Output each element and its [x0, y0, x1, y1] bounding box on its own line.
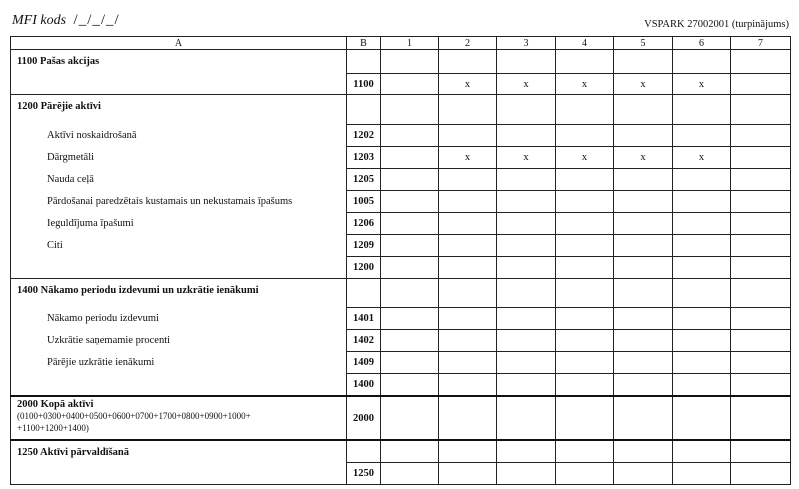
table-row — [11, 146, 791, 168]
data-cell[interactable] — [556, 463, 614, 485]
data-cell[interactable] — [731, 374, 791, 397]
data-cell[interactable] — [497, 308, 556, 330]
data-cell[interactable] — [673, 212, 731, 234]
data-cell[interactable] — [614, 124, 673, 146]
row-label: 1250 Aktīvi pārvaldīšanā — [11, 440, 347, 485]
row-code: 1205 — [347, 168, 381, 190]
row-label-empty — [11, 256, 347, 278]
table-row — [11, 95, 791, 125]
data-cell[interactable] — [381, 124, 439, 146]
code-cell — [347, 278, 381, 308]
data-cell[interactable] — [556, 278, 614, 308]
data-cell[interactable] — [497, 352, 556, 374]
data-cell[interactable] — [731, 168, 791, 190]
data-cell[interactable] — [614, 190, 673, 212]
row-label: Pārdošanai paredzētais kustamais un nekustamais īpašums — [11, 190, 347, 212]
data-cell[interactable] — [497, 124, 556, 146]
data-cell[interactable] — [673, 234, 731, 256]
data-cell[interactable] — [497, 278, 556, 308]
row-code: 1100 — [347, 74, 381, 95]
x-mark: x — [673, 146, 731, 168]
table-row — [11, 396, 791, 440]
col-header-3: 3 — [497, 37, 556, 50]
data-cell[interactable] — [381, 234, 439, 256]
table-row — [11, 124, 791, 146]
row-label: Aktīvi noskaidrošanā — [11, 124, 347, 146]
data-cell[interactable] — [439, 352, 497, 374]
col-header-a: A — [11, 37, 347, 50]
data-cell[interactable] — [381, 278, 439, 308]
data-cell[interactable] — [556, 168, 614, 190]
data-cell[interactable] — [439, 278, 497, 308]
row-code: 1400 — [347, 374, 381, 397]
data-cell[interactable] — [614, 256, 673, 278]
row-code: 1005 — [347, 190, 381, 212]
col-header-5: 5 — [614, 37, 673, 50]
data-cell[interactable] — [556, 374, 614, 397]
table-row — [11, 234, 791, 256]
data-cell[interactable] — [673, 330, 731, 352]
table-row — [11, 440, 791, 463]
data-cell[interactable] — [614, 308, 673, 330]
table-row — [11, 212, 791, 234]
table-row — [11, 374, 791, 397]
data-cell[interactable] — [731, 234, 791, 256]
data-cell[interactable] — [556, 256, 614, 278]
data-cell[interactable] — [381, 212, 439, 234]
mfi-code-label — [12, 12, 120, 29]
col-header-b: B — [347, 37, 381, 50]
data-cell[interactable] — [731, 190, 791, 212]
data-cell[interactable] — [381, 463, 439, 485]
row-label: 1400 Nākamo periodu izdevumi un uzkrātie ienākumi — [11, 278, 347, 308]
data-cell[interactable] — [556, 234, 614, 256]
code-cell — [347, 50, 381, 74]
data-cell[interactable] — [439, 190, 497, 212]
row-label: Uzkrātie saņemamie procenti — [11, 330, 347, 352]
x-mark: x — [439, 146, 497, 168]
data-cell[interactable] — [439, 168, 497, 190]
data-cell[interactable] — [439, 374, 497, 397]
data-cell[interactable] — [731, 463, 791, 485]
data-cell[interactable] — [381, 168, 439, 190]
data-cell[interactable] — [556, 308, 614, 330]
table-row — [11, 308, 791, 330]
data-cell[interactable] — [381, 440, 439, 463]
row-code: 1402 — [347, 330, 381, 352]
col-header-7: 7 — [731, 37, 791, 50]
data-cell[interactable] — [381, 396, 439, 440]
x-mark: x — [556, 74, 614, 95]
data-cell[interactable] — [497, 330, 556, 352]
data-cell[interactable] — [381, 50, 439, 74]
x-mark: x — [497, 146, 556, 168]
table-row — [11, 190, 791, 212]
data-cell[interactable] — [439, 440, 497, 463]
data-cell[interactable] — [731, 440, 791, 463]
data-cell[interactable] — [556, 50, 614, 74]
data-cell[interactable] — [497, 168, 556, 190]
code-cell — [347, 440, 381, 463]
assets-table — [10, 36, 791, 485]
data-cell[interactable] — [556, 212, 614, 234]
data-cell[interactable] — [673, 374, 731, 397]
data-cell[interactable] — [614, 278, 673, 308]
mfi-code-field[interactable]: /_/_/_/ — [73, 12, 120, 28]
row-code: 1401 — [347, 308, 381, 330]
row-code: 1203 — [347, 146, 381, 168]
data-cell[interactable] — [497, 212, 556, 234]
x-mark: x — [439, 74, 497, 95]
data-cell[interactable] — [731, 50, 791, 74]
code-cell — [347, 95, 381, 125]
data-cell[interactable] — [614, 330, 673, 352]
total-assets-label — [11, 396, 347, 440]
x-mark: x — [673, 74, 731, 95]
data-cell[interactable] — [731, 278, 791, 308]
data-cell[interactable] — [673, 190, 731, 212]
row-label: 1100 Pašas akcijas — [11, 50, 347, 95]
x-mark: x — [614, 146, 673, 168]
data-cell[interactable] — [439, 212, 497, 234]
data-cell[interactable] — [439, 124, 497, 146]
data-cell[interactable] — [497, 396, 556, 440]
data-cell[interactable] — [439, 50, 497, 74]
data-cell[interactable] — [614, 352, 673, 374]
data-cell[interactable] — [614, 440, 673, 463]
data-cell[interactable] — [381, 190, 439, 212]
data-cell[interactable] — [381, 330, 439, 352]
data-cell[interactable] — [439, 396, 497, 440]
data-cell[interactable] — [439, 330, 497, 352]
formula-line: +1100+1200+1400) — [17, 423, 89, 433]
data-cell[interactable] — [731, 396, 791, 440]
data-cell[interactable] — [731, 146, 791, 168]
data-cell[interactable] — [439, 234, 497, 256]
data-cell[interactable] — [673, 278, 731, 308]
data-cell[interactable] — [673, 352, 731, 374]
data-cell[interactable] — [731, 95, 791, 125]
data-cell[interactable] — [439, 95, 497, 125]
data-cell[interactable] — [556, 352, 614, 374]
data-cell[interactable] — [731, 124, 791, 146]
row-label: Pārējie uzkrātie ienākumi — [11, 352, 347, 374]
data-cell[interactable] — [614, 463, 673, 485]
data-cell[interactable] — [381, 352, 439, 374]
data-cell[interactable] — [673, 440, 731, 463]
data-cell[interactable] — [381, 374, 439, 397]
data-cell[interactable] — [497, 463, 556, 485]
column-header-row — [11, 37, 791, 50]
data-cell[interactable] — [497, 190, 556, 212]
data-cell[interactable] — [497, 440, 556, 463]
data-cell[interactable] — [731, 212, 791, 234]
data-cell[interactable] — [497, 234, 556, 256]
data-cell[interactable] — [673, 168, 731, 190]
col-header-6: 6 — [673, 37, 731, 50]
data-cell[interactable] — [731, 308, 791, 330]
row-code: 1209 — [347, 234, 381, 256]
data-cell[interactable] — [556, 396, 614, 440]
data-cell[interactable] — [439, 463, 497, 485]
row-label: Citi — [11, 234, 347, 256]
row-code: 1250 — [347, 463, 381, 485]
data-cell[interactable] — [381, 95, 439, 125]
data-cell[interactable] — [556, 95, 614, 125]
data-cell[interactable] — [673, 95, 731, 125]
data-cell[interactable] — [673, 463, 731, 485]
mfi-code-text: MFI kods — [12, 13, 67, 28]
table-row — [11, 330, 791, 352]
data-cell[interactable] — [381, 256, 439, 278]
data-cell[interactable] — [497, 374, 556, 397]
data-cell[interactable] — [614, 50, 673, 74]
table-row — [11, 256, 791, 278]
row-label: Ieguldījuma īpašumi — [11, 212, 347, 234]
data-cell[interactable] — [731, 74, 791, 95]
table-row — [11, 50, 791, 74]
table-row — [11, 168, 791, 190]
row-code: 2000 — [347, 396, 381, 440]
row-label-empty — [11, 374, 347, 397]
data-cell[interactable] — [556, 330, 614, 352]
data-cell[interactable] — [497, 256, 556, 278]
row-label: Dārgmetāli — [11, 146, 347, 168]
data-cell[interactable] — [381, 74, 439, 95]
data-cell[interactable] — [614, 95, 673, 125]
row-code: 1409 — [347, 352, 381, 374]
data-cell[interactable] — [497, 50, 556, 74]
table-row — [11, 278, 791, 308]
form-id: VSPARK 27002001 (turpinājums) — [644, 19, 789, 30]
data-cell[interactable] — [556, 190, 614, 212]
x-mark: x — [556, 146, 614, 168]
data-cell[interactable] — [614, 234, 673, 256]
row-label: 2000 Kopā aktīvi — [17, 399, 94, 410]
data-cell[interactable] — [614, 212, 673, 234]
row-label: Nauda ceļā — [11, 168, 347, 190]
data-cell[interactable] — [556, 440, 614, 463]
data-cell[interactable] — [673, 256, 731, 278]
row-label: 1200 Pārējie aktīvi — [11, 95, 347, 125]
data-cell[interactable] — [673, 308, 731, 330]
data-cell[interactable] — [439, 308, 497, 330]
row-code: 1206 — [347, 212, 381, 234]
row-code: 1200 — [347, 256, 381, 278]
data-cell[interactable] — [497, 95, 556, 125]
col-header-2: 2 — [439, 37, 497, 50]
data-cell[interactable] — [556, 124, 614, 146]
data-cell[interactable] — [673, 396, 731, 440]
table-row — [11, 352, 791, 374]
data-cell[interactable] — [614, 374, 673, 397]
data-cell[interactable] — [673, 50, 731, 74]
col-header-1: 1 — [381, 37, 439, 50]
row-code: 1202 — [347, 124, 381, 146]
data-cell[interactable] — [731, 330, 791, 352]
formula-line: (0100+0300+0400+0500+0600+0700+1700+0800+0900+1000+ — [17, 411, 251, 421]
data-cell[interactable] — [614, 396, 673, 440]
x-mark: x — [614, 74, 673, 95]
data-cell[interactable] — [439, 256, 497, 278]
data-cell[interactable] — [381, 308, 439, 330]
x-mark: x — [497, 74, 556, 95]
data-cell[interactable] — [731, 256, 791, 278]
row-label: Nākamo periodu izdevumi — [11, 308, 347, 330]
col-header-4: 4 — [556, 37, 614, 50]
data-cell[interactable] — [614, 168, 673, 190]
data-cell[interactable] — [673, 124, 731, 146]
data-cell[interactable] — [381, 146, 439, 168]
data-cell[interactable] — [731, 352, 791, 374]
